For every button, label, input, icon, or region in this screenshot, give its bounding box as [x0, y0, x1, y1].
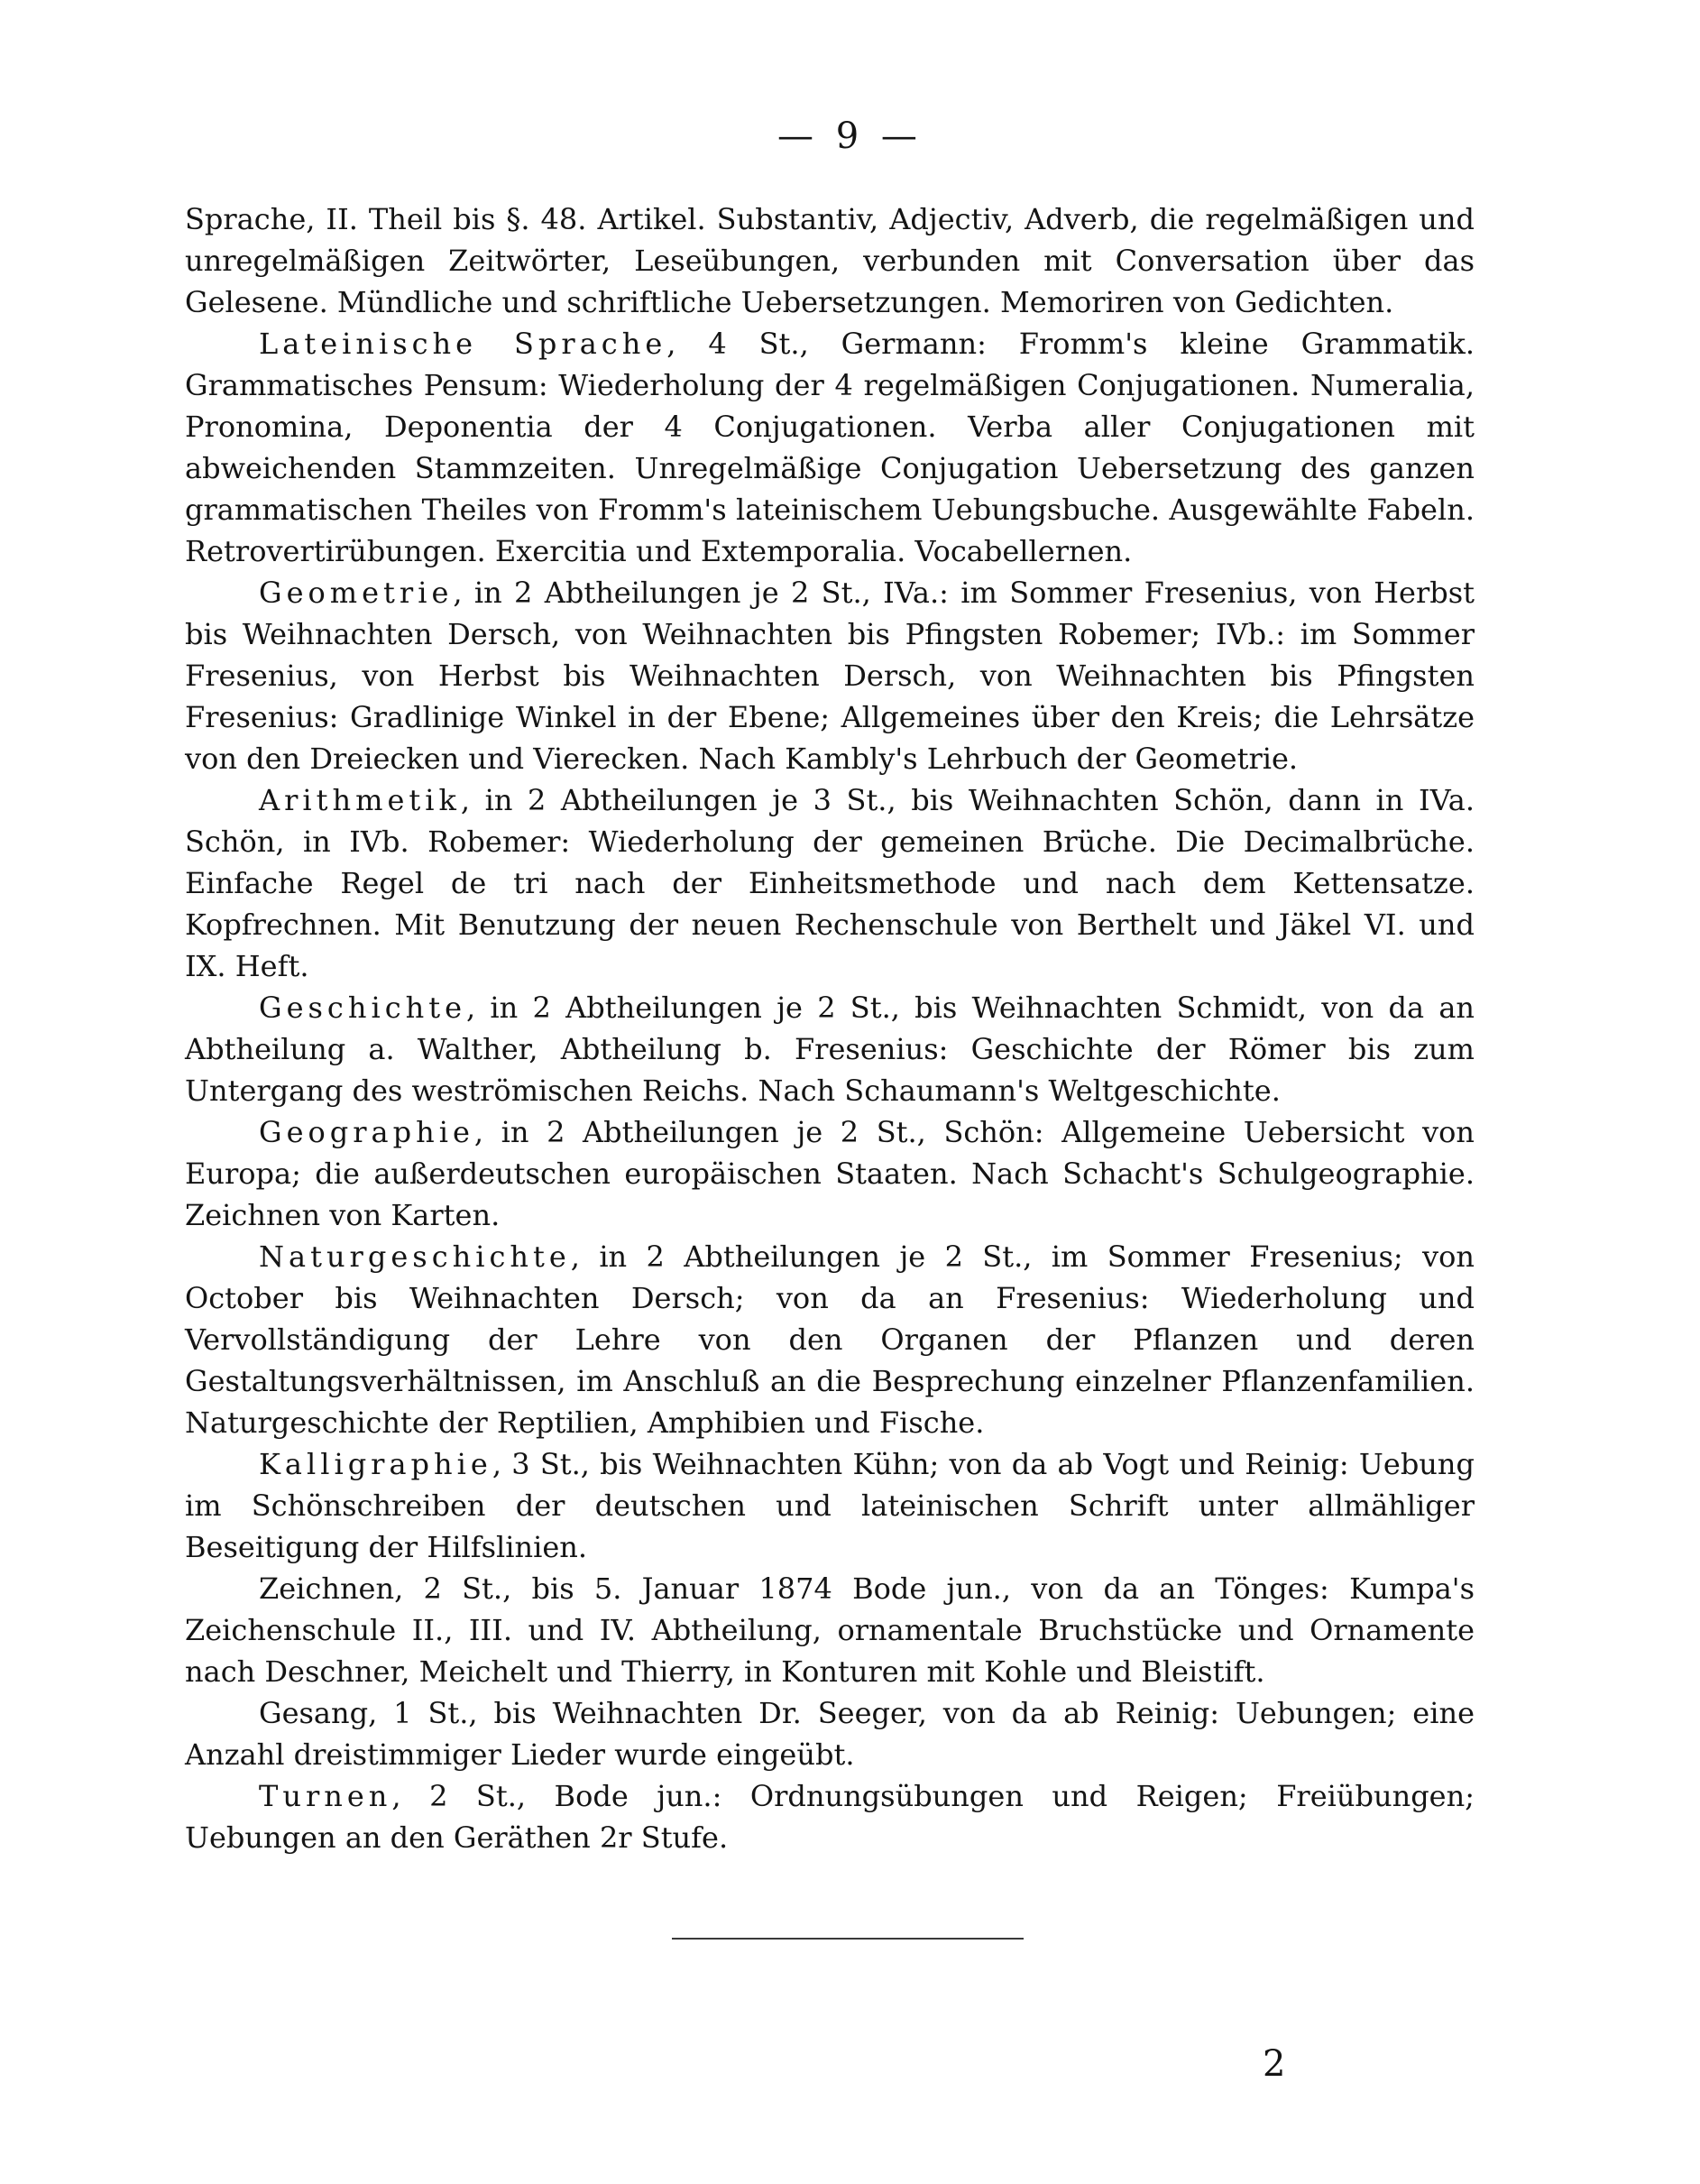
section-divider — [672, 1938, 1024, 1940]
paragraph-text: , 2 St., Bode jun.: Ordnungsübungen und Reigen; Freiübungen; Uebungen an den Geräthen 2r Stufe. — [185, 1779, 1475, 1855]
paragraph-text: , in 2 Abtheilungen je 3 St., bis Weihnachten Schön, dann in IVa. Schön, in IVb. Robemer: Wiederholung der gemeinen Brüche. Die Decimalbrüche. Einfache Regel de tri nach der Einheitsmethode und nach dem Kettensatze. Kopfrechnen. Mit Benutzung der neuen Rechenschule von Berthelt und Jäkel VI. und IX. Heft. — [185, 783, 1475, 983]
subject-heading: Geographie — [259, 1115, 474, 1149]
body-text — [185, 198, 1475, 1858]
page-number-header: — 9 — — [777, 115, 923, 157]
paragraph-text: , in 2 Abtheilungen je 2 St., im Sommer Fresenius; von October bis Weihnachten Dersch; von da an Fresenius: Wiederholung und Vervollständigung der Lehre von den Organen der Pflanzen und deren Gestaltungsverhältnissen, im Anschluß an die Besprechung einzelner Pflanzenfamilien. Naturgeschichte der Reptilien, Amphibien und Fische. — [185, 1239, 1475, 1440]
paragraph-kalligraphie — [185, 1443, 1475, 1568]
paragraph-geographie — [185, 1111, 1475, 1236]
paragraph-text: , 2 St., bis 5. Januar 1874 Bode jun., von da an Tönges: Kumpa's Zeichenschule II., III. und IV. Abtheilung, ornamentale Bruchstücke und Ornamente nach Deschner, Meichelt und Thierry, in Konturen mit Kohle und Bleistift. — [185, 1571, 1475, 1689]
paragraph-text: , in 2 Abtheilungen je 2 St., Schön: Allgemeine Uebersicht von Europa; die außerdeutschen europäischen Staaten. Nach Schacht's Schulgeographie. Zeichnen von Karten. — [185, 1115, 1475, 1232]
paragraph-geschichte — [185, 987, 1475, 1111]
paragraph-text: Sprache, II. Theil bis §. 48. Artikel. Substantiv, Adjectiv, Adverb, die regelmäßigen und unregelmäßigen Zeitwörter, Leseübungen, verbunden mit Conversation über das Gelesene. Mündliche und schriftliche Uebersetzungen. Memoriren von Gedichten. — [185, 202, 1475, 319]
subject-heading: Geometrie — [259, 576, 454, 610]
subject-heading: Geschichte — [259, 991, 467, 1025]
paragraph-text: , in 2 Abtheilungen je 2 St., IVa.: im Sommer Fresenius, von Herbst bis Weihnachten Dersch, von Weihnachten bis Pfingsten Robemer; IVb.: im Sommer Fresenius, von Herbst bis Weihnachten Dersch, von Weihnachten bis Pfingsten Fresenius: Gradlinige Winkel in der Ebene; Allgemeines über den Kreis; die Lehrsätze von den Dreiecken und Vierecken. Nach Kambly's Lehrbuch der Geometrie. — [185, 576, 1475, 776]
signature-mark: 2 — [1263, 2043, 1286, 2085]
subject-heading: Turnen — [259, 1779, 392, 1813]
subject-heading: Lateinische Sprache — [259, 327, 667, 361]
subject-heading: Arithmetik — [259, 783, 461, 817]
paragraph-sprache-continuation — [185, 198, 1475, 323]
paragraph-gesang — [185, 1692, 1475, 1775]
subject-heading: Naturgeschichte — [259, 1239, 571, 1274]
paragraph-turnen — [185, 1775, 1475, 1858]
paragraph-text: , 4 St., Germann: Fromm's kleine Grammatik. Grammatisches Pensum: Wiederholung der 4 regelmäßigen Conjugationen. Numeralia, Pronomina, Deponentia der 4 Conjugationen. Verba aller Conjugationen mit abweichenden Stammzeiten. Unregelmäßige Conjugation Uebersetzung des ganzen grammatischen Theiles von Fromm's lateinischem Uebungsbuche. Ausgewählte Fabeln. Retrovertirübungen. Exercitia und Extemporalia. Vocabellernen. — [185, 327, 1475, 568]
paragraph-latein — [185, 323, 1475, 572]
subject-heading: Zeichnen — [259, 1571, 395, 1606]
paragraph-geometrie — [185, 572, 1475, 779]
paragraph-text: , in 2 Abtheilungen je 2 St., bis Weihnachten Schmidt, von da an Abtheilung a. Walther, Abtheilung b. Fresenius: Geschichte der Römer bis zum Untergang des weströmischen Reichs. Nach Schaumann's Weltgeschichte. — [185, 991, 1475, 1108]
subject-heading: Gesang — [259, 1696, 369, 1730]
paragraph-text: , 1 St., bis Weihnachten Dr. Seeger, von da ab Reinig: Uebungen; eine Anzahl dreistimmiger Lieder wurde eingeübt. — [185, 1696, 1475, 1772]
subject-heading: Kalligraphie — [259, 1447, 492, 1481]
paragraph-zeichnen — [185, 1568, 1475, 1692]
paragraph-text: , 3 St., bis Weihnachten Kühn; von da ab Vogt und Reinig: Uebung im Schönschreiben der deutschen und lateinischen Schrift unter allmähliger Beseitigung der Hilfslinien. — [185, 1447, 1475, 1564]
paragraph-naturgeschichte — [185, 1236, 1475, 1443]
paragraph-arithmetik — [185, 779, 1475, 987]
